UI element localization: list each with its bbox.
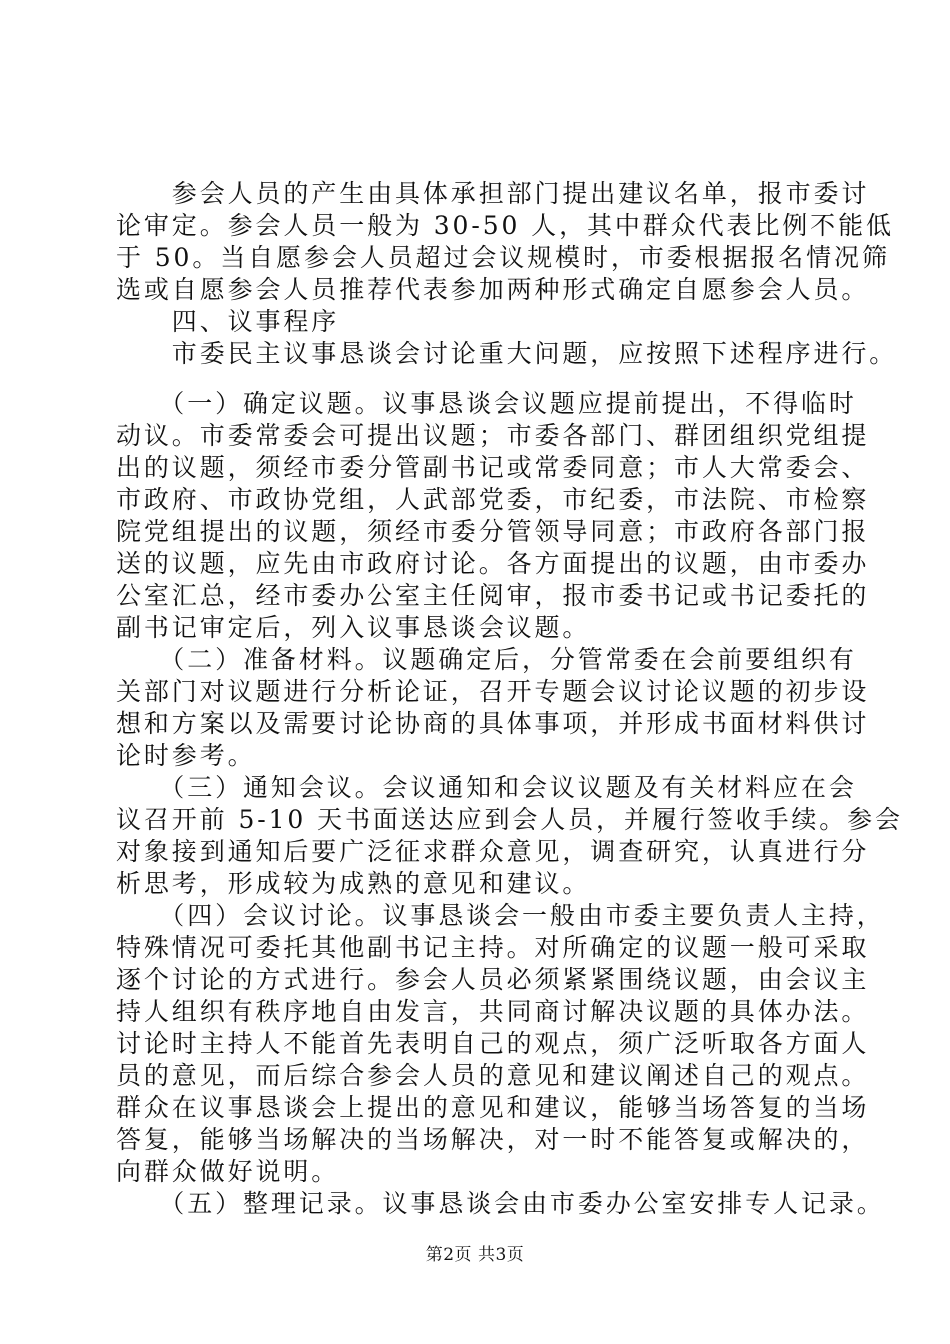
text-line: 论审定。参会人员一般为 30-50 人，其中群众代表比例不能低 bbox=[116, 211, 894, 240]
text-line: 动议。市委常委会可提出议题；市委各部门、群团组织党组提 bbox=[116, 421, 870, 450]
text-line: 员的意见，而后综合参会人员的意见和建议阐述自己的观点。 bbox=[116, 1061, 870, 1090]
text-line: 公室汇总，经市委办公室主任阅审，报市委书记或书记委托的 bbox=[116, 581, 870, 610]
text-line: 市政府、市政协党组，人武部党委，市纪委，市法院、市检察 bbox=[116, 485, 870, 514]
text-line: 持人组织有秩序地自由发言，共同商讨解决议题的具体办法。 bbox=[116, 997, 870, 1026]
page-footer: 第2页 共3页 bbox=[425, 1245, 525, 1265]
text-line: 特殊情况可委托其他副书记主持。对所确定的议题一般可采取 bbox=[116, 933, 870, 962]
text-line: 向群众做好说明。 bbox=[116, 1157, 340, 1186]
text-line: 副书记审定后，列入议事恳谈会议题。 bbox=[116, 613, 591, 642]
text-line: （三）通知会议。会议通知和会议议题及有关材料应在会 bbox=[116, 773, 857, 802]
text-line: 逐个讨论的方式进行。参会人员必须紧紧围绕议题，由会议主 bbox=[116, 965, 870, 994]
text-line: 议召开前 5-10 天书面送达应到会人员，并履行签收手续。参会 bbox=[116, 805, 903, 834]
text-line: 答复，能够当场解决的当场解决，对一时不能答复或解决的， bbox=[116, 1125, 870, 1154]
text-line: 选或自愿参会人员推荐代表参加两种形式确定自愿参会人员。 bbox=[116, 275, 870, 304]
text-line: 市委民主议事恳谈会讨论重大问题，应按照下述程序进行。 bbox=[116, 339, 898, 368]
text-line: （四）会议讨论。议事恳谈会一般由市委主要负责人主持， bbox=[116, 901, 885, 930]
text-line: 讨论时主持人不能首先表明自己的观点，须广泛听取各方面人 bbox=[116, 1029, 870, 1058]
text-line: 关部门对议题进行分析论证，召开专题会议讨论议题的初步设 bbox=[116, 677, 870, 706]
text-line: 四、议事程序 bbox=[116, 307, 340, 336]
text-line: 群众在议事恳谈会上提出的意见和建议，能够当场答复的当场 bbox=[116, 1093, 870, 1122]
text-line: 送的议题，应先由市政府讨论。各方面提出的议题，由市委办 bbox=[116, 549, 870, 578]
text-line: 想和方案以及需要讨论协商的具体事项，并形成书面材料供讨 bbox=[116, 709, 870, 738]
text-line: 参会人员的产生由具体承担部门提出建议名单，报市委讨 bbox=[116, 179, 870, 208]
text-line: 论时参考。 bbox=[116, 741, 256, 770]
text-line: 出的议题，须经市委分管副书记或常委同意；市人大常委会、 bbox=[116, 453, 870, 482]
text-line: 院党组提出的议题，须经市委分管领导同意；市政府各部门报 bbox=[116, 517, 870, 546]
text-line: 对象接到通知后要广泛征求群众意见，调查研究，认真进行分 bbox=[116, 837, 870, 866]
text-line: （二）准备材料。议题确定后，分管常委在会前要组织有 bbox=[116, 645, 857, 674]
text-line: 于 50。当自愿参会人员超过会议规模时，市委根据报名情况筛 bbox=[116, 243, 890, 272]
text-line: （一）确定议题。议事恳谈会议题应提前提出，不得临时 bbox=[116, 389, 857, 418]
text-line: 析思考，形成较为成熟的意见和建议。 bbox=[116, 869, 591, 898]
text-line: （五）整理记录。议事恳谈会由市委办公室安排专人记录。 bbox=[116, 1189, 885, 1218]
